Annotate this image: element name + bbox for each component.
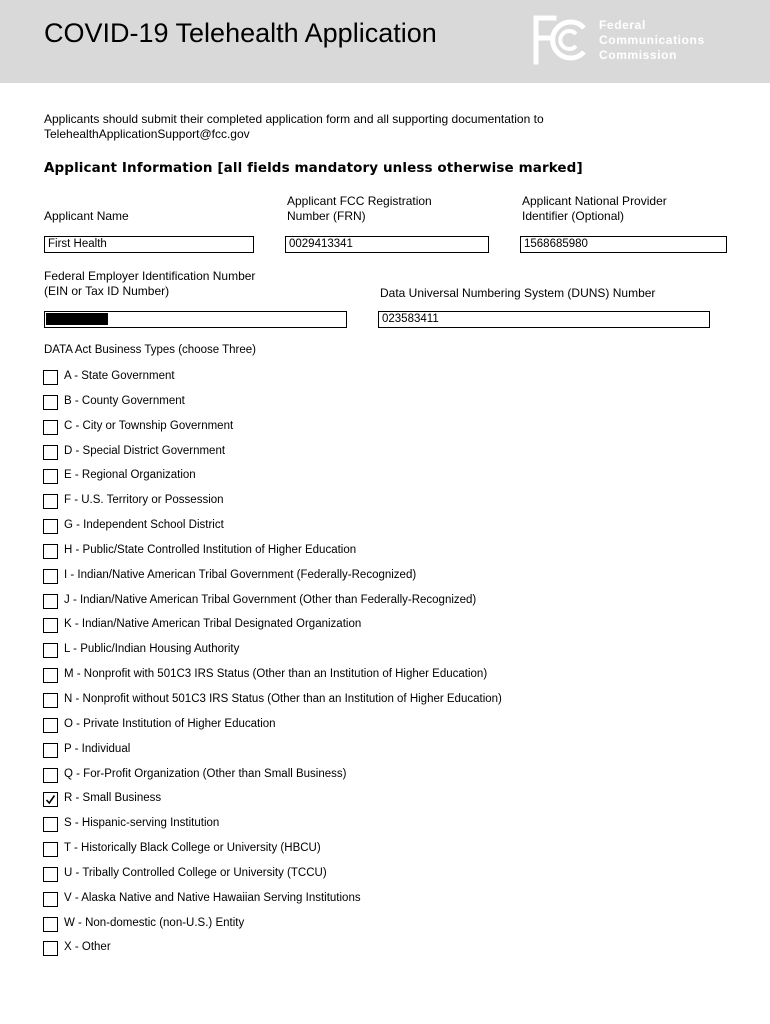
checkbox[interactable] [43, 395, 58, 410]
business-type-option[interactable] [43, 891, 743, 916]
checkbox[interactable] [43, 494, 58, 509]
checkbox[interactable] [43, 917, 58, 932]
intro-line: Applicants should submit their completed application form and all supporting documentation to [44, 112, 544, 126]
business-types-label: DATA Act Business Types (choose Three) [44, 344, 256, 356]
ein-field[interactable] [44, 311, 347, 328]
agency-line: Communications [599, 33, 705, 47]
checkbox[interactable] [43, 643, 58, 658]
checkbox[interactable] [43, 469, 58, 484]
business-type-label: D - Special District Government [64, 444, 226, 457]
checkbox[interactable] [43, 420, 58, 435]
business-type-label: N - Nonprofit without 501C3 IRS Status (Other than an Institution of Higher Education) [64, 692, 502, 705]
business-type-label: O - Private Institution of Higher Education [64, 717, 276, 730]
checkbox[interactable] [43, 668, 58, 683]
business-type-option[interactable] [43, 394, 743, 419]
business-type-label: S - Hispanic-serving Institution [64, 817, 220, 830]
business-type-option[interactable] [43, 617, 743, 642]
fcc-agency-name [599, 18, 705, 63]
business-type-option[interactable] [43, 692, 743, 717]
business-type-option[interactable] [43, 767, 743, 792]
agency-line: Federal [599, 18, 646, 32]
business-type-option[interactable] [43, 866, 743, 891]
npi-label [522, 194, 667, 224]
business-type-option[interactable] [43, 543, 743, 568]
checkmark-icon [45, 794, 56, 805]
business-type-option[interactable] [43, 444, 743, 469]
business-type-label: A - State Government [64, 370, 175, 382]
business-type-label: I - Indian/Native American Tribal Government (Federally-Recognized) [64, 568, 417, 581]
business-type-label: U - Tribally Controlled College or University (TCCU) [64, 866, 327, 879]
checkbox[interactable] [43, 892, 58, 907]
business-type-label: E - Regional Organization [64, 469, 196, 482]
fcc-logo-icon [532, 14, 592, 66]
business-type-label: Q - For-Profit Organization (Other than Small Business) [64, 767, 347, 780]
checkbox[interactable] [43, 941, 58, 956]
checkbox[interactable] [43, 743, 58, 758]
business-type-option[interactable] [43, 568, 743, 593]
business-type-option[interactable] [43, 593, 743, 618]
business-type-option[interactable] [43, 419, 743, 444]
business-type-option[interactable] [43, 816, 743, 841]
business-type-label: G - Independent School District [64, 519, 224, 532]
business-type-label: X - Other [64, 941, 111, 954]
business-type-label: L - Public/Indian Housing Authority [64, 643, 240, 656]
frn-label-line: Applicant FCC Registration [287, 194, 432, 208]
agency-line: Commission [599, 48, 678, 62]
ein-label [44, 269, 255, 299]
page-title: COVID-19 Telehealth Application [44, 18, 437, 48]
business-type-option[interactable] [43, 667, 743, 692]
checkbox[interactable] [43, 817, 58, 832]
checkbox[interactable] [43, 693, 58, 708]
npi-field[interactable]: 1568685980 [520, 236, 727, 253]
page-header [0, 0, 770, 83]
business-type-label: V - Alaska Native and Native Hawaiian Serving Institutions [64, 891, 361, 904]
business-type-label: P - Individual [64, 742, 131, 755]
npi-label-line: Applicant National Provider [522, 194, 667, 208]
business-type-option[interactable] [43, 791, 743, 816]
ein-label-line: (EIN or Tax ID Number) [44, 284, 170, 298]
business-type-option[interactable] [43, 841, 743, 866]
checkbox[interactable] [43, 618, 58, 633]
business-type-label: K - Indian/Native American Tribal Designated Organization [64, 618, 362, 631]
business-type-option[interactable] [43, 369, 743, 394]
support-email: TelehealthApplicationSupport@fcc.gov [44, 127, 250, 141]
checkbox[interactable] [43, 445, 58, 460]
intro-text [44, 112, 724, 142]
checkbox[interactable] [43, 544, 58, 559]
applicant-name-label: Applicant Name [44, 209, 129, 223]
duns-field[interactable]: 023583411 [378, 311, 710, 328]
checkbox[interactable] [43, 370, 58, 385]
npi-label-line: Identifier (Optional) [522, 209, 625, 223]
applicant-name-field[interactable]: First Health [44, 236, 254, 253]
checkbox[interactable] [43, 519, 58, 534]
business-type-option[interactable] [43, 717, 743, 742]
business-type-label: T - Historically Black College or University (HBCU) [64, 842, 321, 855]
business-type-option[interactable] [43, 468, 743, 493]
checkbox[interactable] [43, 867, 58, 882]
business-type-label: H - Public/State Controlled Institution of Higher Education [64, 543, 357, 556]
frn-label [287, 194, 432, 224]
business-type-label: J - Indian/Native American Tribal Government (Other than Federally-Recognized) [64, 593, 477, 606]
section-heading: Applicant Information [all fields mandatory unless otherwise marked] [44, 160, 583, 176]
checkbox[interactable] [43, 842, 58, 857]
duns-label: Data Universal Numbering System (DUNS) Number [380, 286, 656, 300]
checkbox[interactable] [43, 792, 58, 807]
business-type-label: W - Non-domestic (non-U.S.) Entity [64, 916, 245, 929]
ein-label-line: Federal Employer Identification Number [44, 269, 256, 283]
business-type-label: F - U.S. Territory or Possession [64, 494, 224, 507]
frn-label-line: Number (FRN) [287, 209, 366, 223]
checkbox[interactable] [43, 569, 58, 584]
business-type-option[interactable] [43, 518, 743, 543]
redaction-block [46, 313, 108, 325]
business-type-option[interactable] [43, 642, 743, 667]
business-type-option[interactable] [43, 916, 743, 941]
frn-field[interactable]: 0029413341 [285, 236, 489, 253]
checkbox[interactable] [43, 594, 58, 609]
business-type-label: C - City or Township Government [64, 419, 234, 432]
business-type-label: R - Small Business [64, 792, 162, 805]
checkbox[interactable] [43, 718, 58, 733]
business-type-option[interactable] [43, 742, 743, 767]
checkbox[interactable] [43, 768, 58, 783]
business-type-option[interactable] [43, 493, 743, 518]
business-type-label: B - County Government [64, 394, 185, 407]
business-types-list [43, 369, 743, 965]
business-type-option[interactable] [43, 940, 743, 965]
business-type-label: M - Nonprofit with 501C3 IRS Status (Other than an Institution of Higher Education) [64, 668, 488, 681]
